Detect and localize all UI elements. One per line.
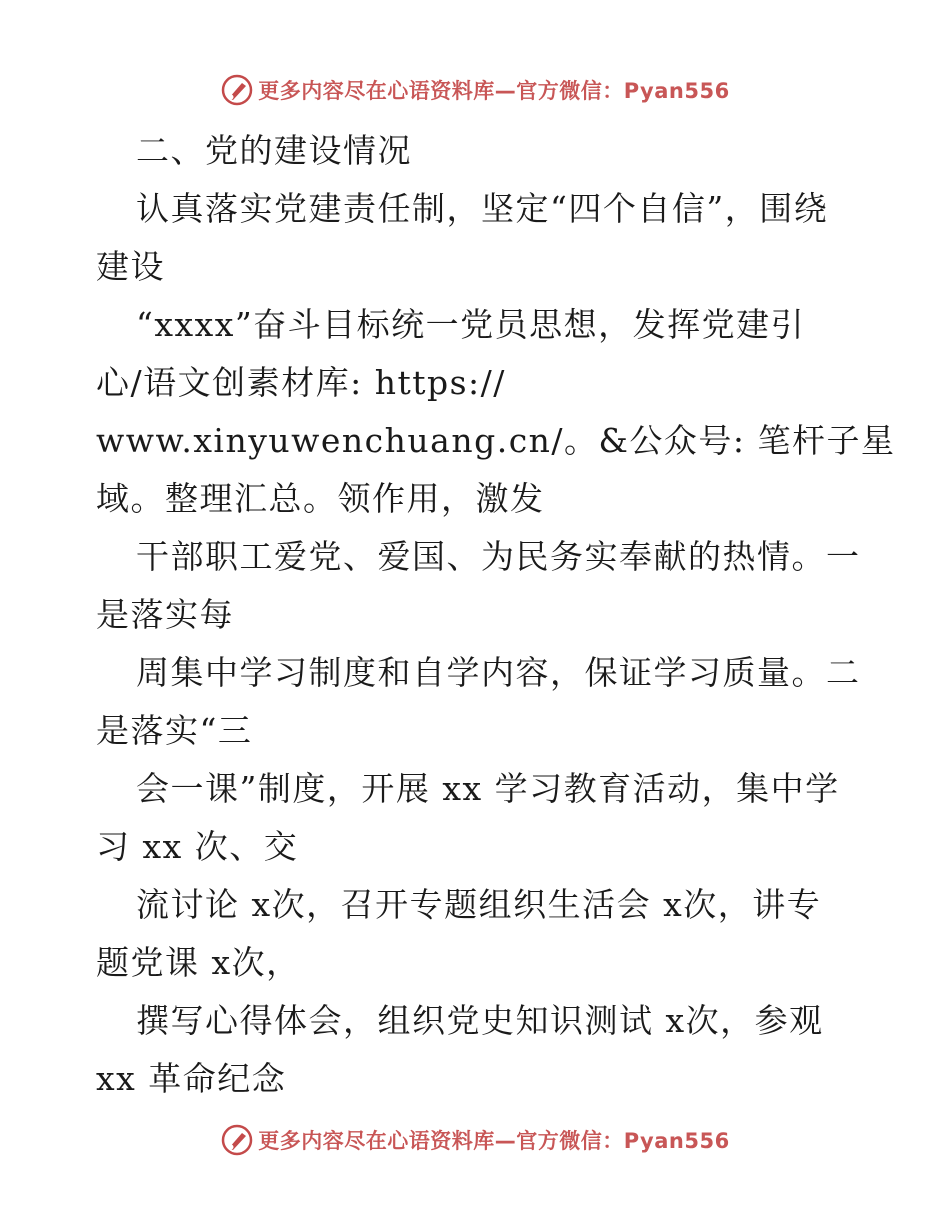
text-line: 习 xx 次、交 bbox=[96, 827, 299, 866]
text-line: 是落实每 bbox=[96, 595, 234, 634]
text-line: 流讨论 x次，召开专题组织生活会 x次，讲专 bbox=[136, 885, 822, 924]
document-body bbox=[96, 122, 896, 1108]
text-line: 心/语文创素材库: https:// bbox=[96, 363, 506, 402]
text-line: 建设 bbox=[96, 247, 165, 286]
text-line: 会一课”制度，开展 xx 学习教育活动，集中学 bbox=[136, 769, 840, 808]
watermark-text: 更多内容尽在心语资料库—官方微信：Pyan556 bbox=[258, 79, 730, 103]
text-line: 周集中学习制度和自学内容，保证学习质量。二 bbox=[136, 653, 861, 692]
text-line: xx 革命纪念 bbox=[96, 1059, 287, 1098]
section-heading: 二、党的建设情况 bbox=[136, 131, 412, 170]
text-line: 干部职工爱党、爱国、为民务实奉献的热情。一 bbox=[136, 537, 861, 576]
text-line: www.xinyuwenchuang.cn/。&公众号: 笔杆子星 bbox=[96, 421, 896, 460]
text-line: 域。整理汇总。领作用，激发 bbox=[96, 479, 545, 518]
text-line: 撰写心得体会，组织党史知识测试 x次，参观 bbox=[136, 1001, 824, 1040]
pen-logo-icon bbox=[220, 73, 254, 107]
text-line: 认真落实党建责任制，坚定“四个自信”，围绕 bbox=[136, 189, 829, 228]
footer-watermark bbox=[0, 1122, 950, 1158]
watermark-text: 更多内容尽在心语资料库—官方微信：Pyan556 bbox=[258, 1129, 730, 1153]
pen-logo-icon bbox=[220, 1123, 254, 1157]
text-line: 是落实“三 bbox=[96, 711, 253, 750]
text-line: “xxxx”奋斗目标统一党员思想，发挥党建引 bbox=[136, 305, 806, 344]
text-line: 题党课 x次， bbox=[96, 943, 301, 982]
header-watermark bbox=[0, 72, 950, 108]
